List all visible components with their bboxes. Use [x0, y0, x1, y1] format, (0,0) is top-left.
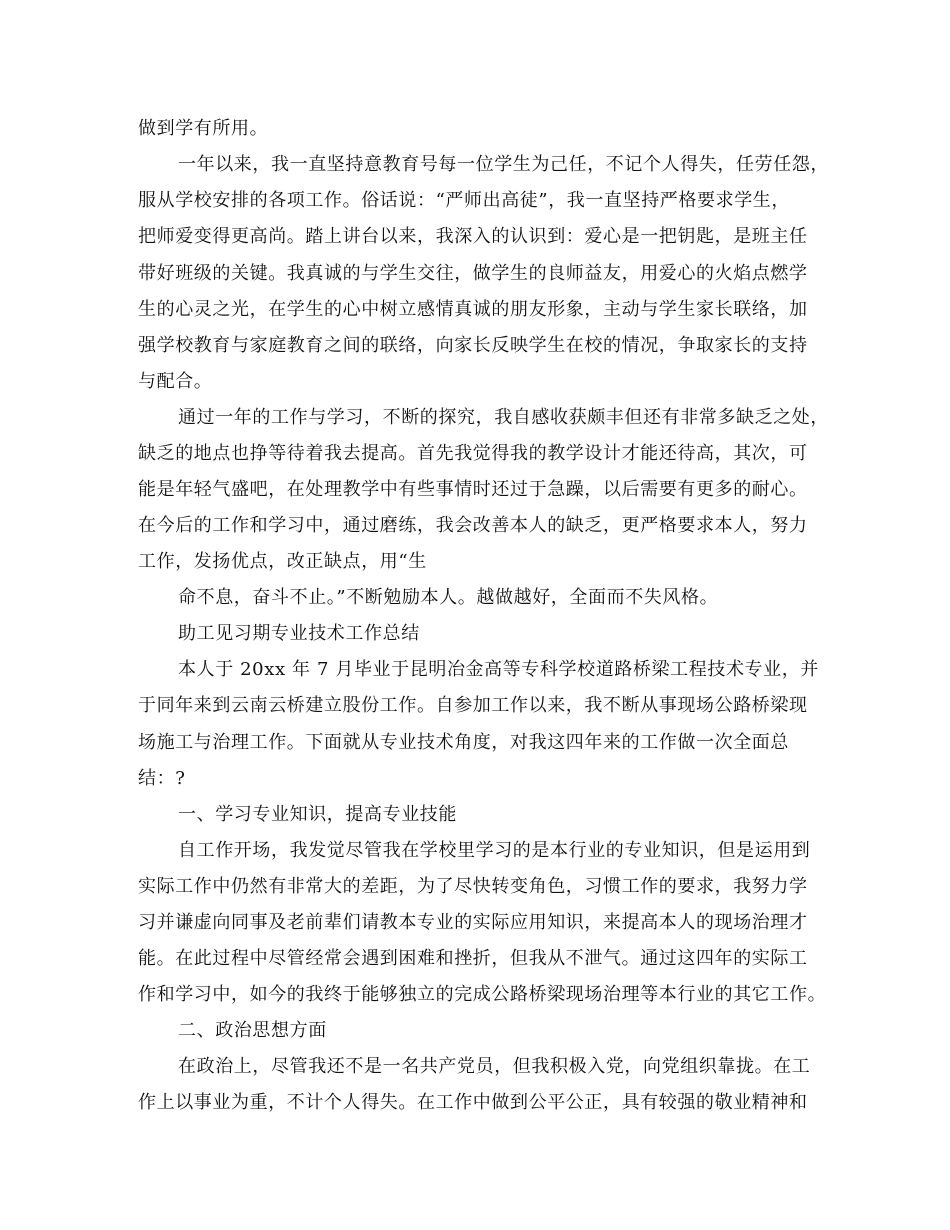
text-line: 命不息，奋斗不止。”不断勉励本人。越做越好，全面而不失风格。	[178, 587, 719, 608]
text-line: 一年以来，我一直坚持意教育号每一位学生为己任，不记个人得失，任劳任怨，	[178, 154, 829, 175]
text-line: 工作，发扬优点，改正缺点，用“生	[138, 551, 427, 572]
text-line: 自工作开场，我发觉尽管我在学校里学习的是本行业的专业知识，但是运用到	[178, 840, 811, 861]
text-line: 本人于 20xx 年 7 月毕业于昆明冶金高等专科学校道路桥梁工程技术专业，并	[178, 659, 819, 680]
text-line: 生的心灵之光，在学生的心中树立感情真诚的朋友形象，主动与学生家长联络，加	[138, 299, 808, 320]
text-line: 通过一年的工作与学习，不断的探究，我自感收获颇丰但还有非常多缺乏之处，	[178, 407, 829, 428]
text-line: 在政治上，尽管我还不是一名共产党员，但我积极入党，向党组织靠拢。在工	[178, 1056, 811, 1077]
text-line: 与配合。	[138, 371, 213, 392]
text-line: 习并谦虚向同事及老前辈们请教本专业的实际应用知识，来提高本人的现场治理才	[138, 912, 808, 933]
text-line: 把师爱变得更高尚。踏上讲台以来，我深入的认识到：爱心是一把钥匙，是班主任	[138, 226, 808, 247]
section-heading: 助工见习期专业技术工作总结	[178, 623, 420, 644]
text-line: 作和学习中，如今的我终于能够独立的完成公路桥梁现场治理等本行业的其它工作。	[138, 984, 827, 1005]
text-line: 于同年来到云南云桥建立股份工作。自参加工作以来，我不断从事现场公路桥梁现	[138, 695, 808, 716]
text-line: 缺乏的地点也挣等待着我去提高。首先我觉得我的教学设计才能还待高，其次，可	[138, 443, 808, 464]
text-line: 场施工与治理工作。下面就从专业技术角度，对我这四年来的工作做一次全面总	[138, 732, 789, 753]
text-line: 带好班级的关键。我真诚的与学生交往，做学生的良师益友，用爱心的火焰点燃学	[138, 263, 808, 284]
text-line: 能是年轻气盛吧，在处理教学中有些事情时还过于急躁，以后需要有更多的耐心。	[138, 479, 808, 500]
section-heading: 一、学习专业知识，提高专业技能	[178, 804, 457, 825]
text-line: 服从学校安排的各项工作。俗话说：“严师出高徒”，我一直坚持严格要求学生，	[138, 190, 791, 211]
text-line: 作上以事业为重，不计个人得失。在工作中做到公平公正，具有较强的敬业精神和	[138, 1092, 808, 1113]
text-line: 能。在此过程中尽管经常会遇到困难和挫折，但我从不泄气。通过这四年的实际工	[138, 948, 808, 969]
text-line: 结：?	[138, 768, 186, 789]
text-line: 在今后的工作和学习中，通过磨练，我会改善本人的缺乏，更严格要求本人，努力	[138, 515, 808, 536]
text-line: 做到学有所用。	[138, 118, 269, 139]
text-line: 实际工作中仍然有非常大的差距，为了尽快转变角色，习惯工作的要求，我努力学	[138, 876, 808, 897]
section-heading: 二、政治思想方面	[178, 1020, 327, 1041]
text-line: 强学校教育与家庭教育之间的联络，向家长反映学生在校的情况，争取家长的支持	[138, 335, 808, 356]
